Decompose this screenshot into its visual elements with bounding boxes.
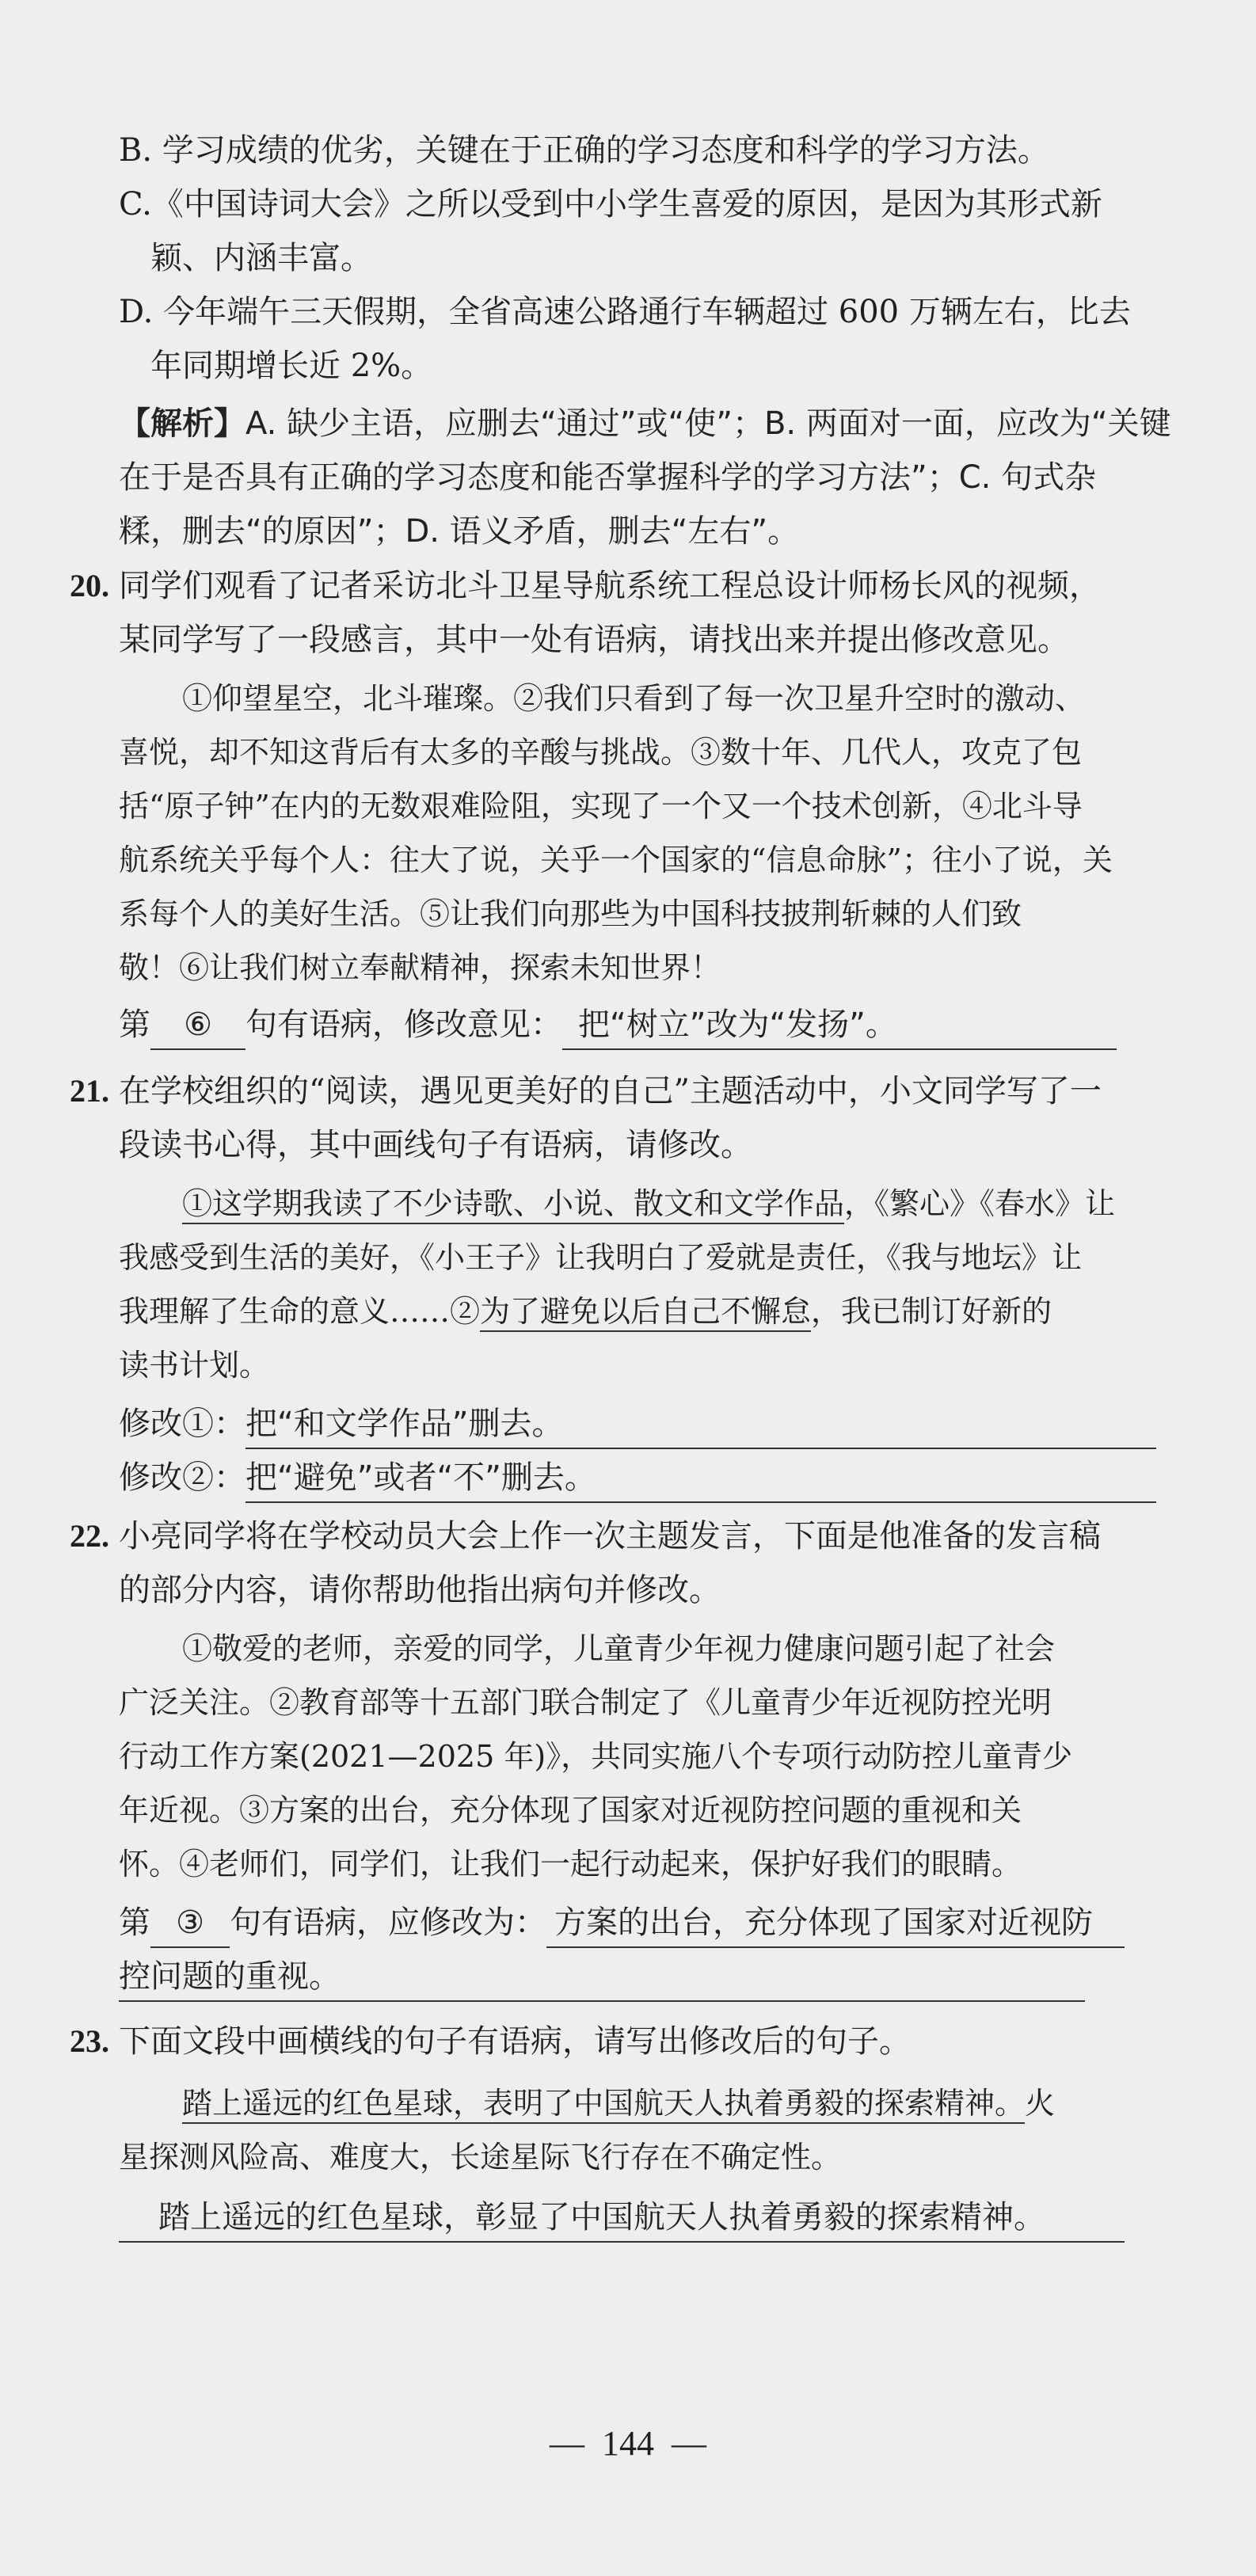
q22-answer-row-2 [119, 1953, 1085, 2002]
q20-answer-number: ⑥ [150, 1001, 245, 1050]
q19-analysis-line-1 [119, 400, 1171, 447]
q22-passage-line: 年近视。③方案的出台，充分体现了国家对近视防控问题的重视和关 [119, 1793, 1022, 1828]
q19-option-d: D. 今年端午三天假期，全省高速公路通行车辆超过 600 万辆左右，比去 [119, 294, 1131, 330]
q22-answer-text-cont: 控问题的重视。 [119, 1953, 1085, 2002]
q20-answer-text: 把“树立”改为“发扬”。 [562, 1001, 1117, 1050]
q21-fix-2-label: 修改②： [119, 1459, 245, 1496]
q21-underlined-sentence-1: ①这学期我读了不少诗歌、小说、散文和文学作品 [182, 1186, 844, 1224]
q22-number: 22. [70, 1518, 109, 1554]
q23-stem [70, 2018, 911, 2065]
q21-fix-1-label: 修改①： [119, 1406, 245, 1442]
q22-answer-text: 方案的出台，充分体现了国家对近视防 [546, 1899, 1125, 1948]
q21-stem-2: 段读书心得，其中画线句子有语病，请修改。 [119, 1127, 752, 1163]
q22-stem-2: 的部分内容，请你帮助他指出病句并修改。 [119, 1572, 721, 1608]
q19-option-c: C.《中国诗词大会》之所以受到中小学生喜爱的原因，是因为其形式新 [119, 186, 1102, 223]
analysis-text-1: A. 缺少主语，应删去“通过”或“使”；B. 两面对一面，应改为“关键 [245, 405, 1171, 442]
q22-passage-line: 行动工作方案(2021—2025 年)》，共同实施八个专项行动防控儿童青少 [119, 1739, 1073, 1774]
q22-answer-label: 句有语病，应修改为： [230, 1904, 546, 1941]
q22-stem-text: 小亮同学将在学校动员大会上作一次主题发言，下面是他准备的发言稿 [119, 1518, 1101, 1554]
page-number-dash-left: — [550, 2424, 602, 2463]
q20-passage-line: ①仰望星空，北斗璀璨。②我们只看到了每一次卫星升空时的激动、 [182, 681, 1086, 716]
q23-passage-line-1 [182, 2079, 1055, 2127]
q21-passage-text: ，《繁心》《春水》让 [844, 1186, 1116, 1221]
q23-underlined-sentence: 踏上遥远的红色星球，表明了中国航天人执着勇毅的探索精神。 [182, 2086, 1025, 2124]
page-number [0, 2423, 1256, 2464]
q19-option-b: B. 学习成绩的优劣，关键在于正确的学习态度和科学的学习方法。 [119, 132, 1049, 169]
q21-underlined-sentence-2: 为了避免以后自己不懈怠 [480, 1294, 811, 1332]
q20-stem-text: 同学们观看了记者采访北斗卫星导航系统工程总设计师杨长风的视频， [119, 568, 1101, 604]
q20-answer-row [119, 1001, 1117, 1050]
q23-answer-text: 踏上遥远的红色星球，彰显了中国航天人执着勇毅的探索精神。 [119, 2194, 1125, 2243]
q21-stem-1 [70, 1067, 1102, 1115]
q19-option-c-cont: 颖、内涵丰富。 [150, 240, 372, 276]
q21-fix-1 [119, 1400, 1156, 1449]
q22-passage-line: 广泛关注。②教育部等十五部门联合制定了《儿童青少年近视防控光明 [119, 1685, 1052, 1720]
page-number-dash-right: — [654, 2424, 706, 2463]
q20-passage-line: 系每个人的美好生活。⑤让我们向那些为中国科技披荆斩棘的人们致 [119, 896, 1022, 931]
q20-answer-label: 句有语病，修改意见： [245, 1006, 562, 1043]
q22-answer-prefix: 第 [119, 1904, 150, 1941]
q21-fix-2-answer: 把“避免”或者“不”删去。 [245, 1454, 1156, 1503]
q19-analysis-line-2: 在于是否具有正确的学习态度和能否掌握科学的学习方法”；C. 句式杂 [119, 459, 1097, 496]
q22-stem-1 [70, 1512, 1101, 1560]
q21-passage-text: ，我已制订好新的 [811, 1294, 1052, 1329]
q21-passage-line-2: 我感受到生活的美好，《小王子》让我明白了爱就是责任，《我与地坛》让 [119, 1240, 1083, 1275]
q20-stem-1 [70, 562, 1101, 610]
q20-passage-line: 敬！⑥让我们树立奉献精神，探索未知世界！ [119, 950, 721, 985]
q21-passage-line-3 [119, 1288, 1052, 1335]
analysis-tag: 【解析】 [119, 405, 245, 442]
q21-passage-text: 我理解了生命的意义……② [119, 1294, 481, 1329]
q20-passage-line: 航系统关乎每个人：往大了说，关乎一个国家的“信息命脉”；往小了说，关 [119, 843, 1113, 877]
q21-passage-line-1 [182, 1180, 1115, 1227]
q22-passage-line: 怀。④老师们，同学们，让我们一起行动起来，保护好我们的眼睛。 [119, 1847, 1022, 1882]
q20-passage-line: 括“原子钟”在内的无数艰难险阻，实现了一个又一个技术创新，④北斗导 [119, 789, 1083, 824]
q20-number: 20. [70, 568, 109, 603]
q22-answer-row [119, 1899, 1125, 1948]
q20-answer-prefix: 第 [119, 1006, 150, 1043]
page-number-value: 144 [602, 2424, 654, 2463]
q22-passage-line: ①敬爱的老师，亲爱的同学，儿童青少年视力健康问题引起了社会 [182, 1631, 1056, 1666]
q23-stem-text: 下面文段中画横线的句子有语病，请写出修改后的句子。 [119, 2023, 911, 2060]
q19-option-d-cont: 年同期增长近 2%。 [150, 348, 433, 384]
q21-fix-2 [119, 1454, 1156, 1503]
q21-stem-text: 在学校组织的“阅读，遇见更美好的自己”主题活动中，小文同学写了一 [119, 1073, 1102, 1109]
q21-passage-line-4: 读书计划。 [119, 1348, 270, 1383]
q23-number: 23. [70, 2023, 109, 2059]
q22-answer-number: ③ [150, 1899, 230, 1948]
q23-passage-line-2: 星探测风险高、难度大，长途星际飞行存在不确定性。 [119, 2140, 842, 2175]
q23-answer-row [119, 2194, 1125, 2243]
q19-analysis-line-3: 糅，删去“的原因”；D. 语义矛盾，删去“左右”。 [119, 513, 800, 550]
q23-passage-text: 火 [1025, 2086, 1056, 2121]
q21-fix-1-answer: 把“和文学作品”删去。 [245, 1400, 1156, 1449]
q20-passage-line: 喜悦，却不知这背后有太多的辛酸与挑战。③数十年、几代人，攻克了包 [119, 735, 1083, 770]
q21-number: 21. [70, 1073, 109, 1109]
q20-stem-2: 某同学写了一段感言，其中一处有语病，请找出来并提出修改意见。 [119, 622, 1069, 658]
